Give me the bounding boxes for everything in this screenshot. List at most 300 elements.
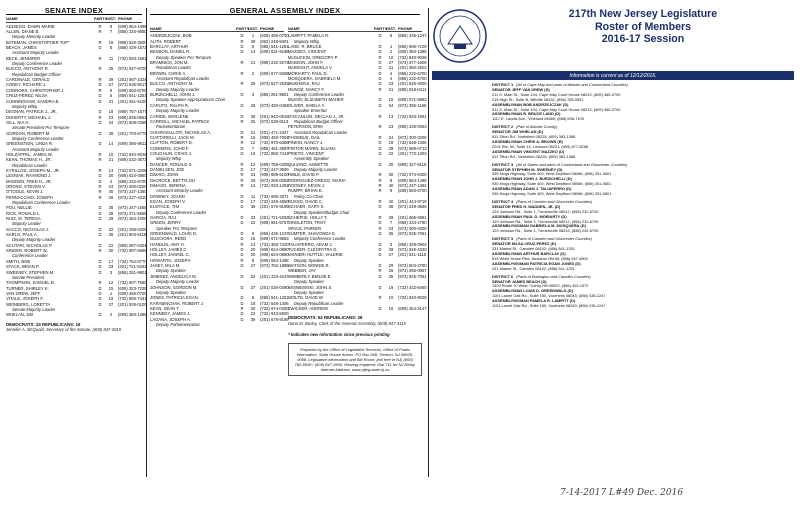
member-phone: (732) 933-1591 bbox=[398, 113, 427, 119]
member-name: WISNIEWSKI, JOHN S. bbox=[288, 284, 333, 290]
member-district: 39 bbox=[388, 215, 394, 221]
member-name: MUNOZ, NANCY F. bbox=[288, 86, 325, 92]
table-row bbox=[288, 252, 427, 258]
handwritten-note: 7-14-2017 L#49 Dec. 2016 bbox=[560, 488, 684, 498]
member-name: VITALE, JOSEPH F. bbox=[6, 296, 44, 302]
member-phone: (201) 703-6779 bbox=[118, 130, 147, 136]
member-phone: (201) 471-2347 bbox=[260, 129, 289, 135]
office-address: 211 S. Main St., Suite 104, Cape May Court House 08210; (609) 465-0700 bbox=[492, 91, 621, 97]
member-phone: (201) 804-8118 bbox=[118, 232, 147, 238]
member-party: R bbox=[378, 134, 382, 140]
member-party: R bbox=[98, 87, 102, 93]
member-party: D bbox=[240, 33, 244, 39]
member-party: D bbox=[98, 226, 102, 232]
member-district: 28 bbox=[388, 247, 394, 253]
member-phone: (732) 855-7441 bbox=[260, 150, 289, 156]
member-heading: ASSEMBLYMAN R. BRUCE LAND (D) bbox=[492, 111, 561, 117]
member-district: 22 bbox=[108, 242, 114, 248]
member-party: D bbox=[98, 301, 102, 307]
member-party: R bbox=[240, 177, 244, 183]
member-name: ANDRZEJCZAK, BOB bbox=[150, 33, 192, 39]
district-block bbox=[492, 125, 794, 159]
office-address: 935 Kings Highway, Suite 400, West Deptford 08086; (856) 251-9801 bbox=[492, 171, 612, 177]
member-name: O'TOOLE, KEVIN J. bbox=[6, 189, 44, 195]
member-district: 39 bbox=[108, 77, 114, 83]
member-title: Deputy Speaker Appropriations Chair bbox=[156, 97, 226, 103]
member-name: McKNIGHT, ANGELA V. bbox=[288, 65, 333, 71]
member-phone: (732) 943-5900 bbox=[260, 311, 289, 317]
member-district: 30 bbox=[108, 248, 114, 254]
member-title: Republican Budget Officer bbox=[12, 71, 61, 77]
member-phone: (201) 295-0200 bbox=[118, 226, 147, 232]
member-party: D bbox=[240, 204, 244, 210]
member-phone: (856) 435-1247 bbox=[260, 231, 289, 237]
office-address: 1309 Route 70 West, Cherry Hill 08002; (856) 429-1572 bbox=[492, 283, 589, 289]
member-phone: (609) 654-1498 bbox=[118, 23, 147, 29]
member-party: R bbox=[378, 295, 382, 301]
member-phone: (201) 223-4247 bbox=[260, 273, 289, 279]
member-phone: (732) 752-0770 bbox=[118, 258, 147, 264]
member-title: Deputy Speaker bbox=[156, 289, 187, 295]
member-phone: (973) 249-3665 bbox=[398, 204, 427, 210]
member-name: SINGER, ROBERT W. bbox=[6, 248, 48, 254]
member-party: D bbox=[98, 45, 102, 51]
member-title: Republican Budget Officer bbox=[294, 118, 343, 124]
member-phone: (973) 300-0200 bbox=[398, 225, 427, 231]
member-party: R bbox=[98, 151, 102, 157]
member-district: 38 bbox=[250, 204, 256, 210]
member-title: Deputy Speaker Pro Tempore bbox=[156, 54, 212, 60]
member-district: 20 bbox=[388, 161, 394, 167]
member-title: Speaker Emeritus bbox=[294, 108, 328, 114]
member-party: D bbox=[240, 166, 244, 172]
office-address: 231 Market St., Camden 08102; (856) 541-1251 bbox=[492, 246, 575, 252]
member-party: R bbox=[378, 268, 382, 274]
column-divider bbox=[428, 8, 429, 477]
member-district: 40 bbox=[388, 182, 394, 188]
member-phone: (908) 232-3673 bbox=[118, 157, 147, 163]
member-title: Majority Whip bbox=[12, 103, 38, 109]
district-counties: (Parts of Camden and Gloucester Counties) bbox=[516, 198, 592, 204]
member-title: Parliamentarian bbox=[156, 124, 186, 130]
member-party: R bbox=[98, 55, 102, 61]
header-phone: PHONE bbox=[260, 26, 275, 31]
member-name: BRAMNICK, JON M. bbox=[150, 60, 189, 66]
member-district: 24 bbox=[108, 184, 114, 189]
office-address: 935 Kings Highway, Suite 400, West Deptford 08086; (856) 251-9801 bbox=[492, 181, 612, 187]
member-phone: (973) 925-7061 bbox=[398, 231, 427, 237]
member-phone: (201) 943-0615 bbox=[260, 113, 289, 119]
member-name: THOMPSON, SAMUEL D. bbox=[6, 280, 55, 286]
member-district: 33 bbox=[250, 215, 256, 221]
member-phone: (908) 624-0880 bbox=[260, 247, 289, 253]
district-counties: (All of Cape May and parts of Atlantic and Cumberland Counties) bbox=[516, 82, 628, 87]
member-name: BENSON, DANIEL R. bbox=[150, 49, 191, 55]
member-phone: (732) 548-1406 bbox=[398, 140, 427, 146]
member-name: VAINIERI HUTTLE, VALERIE bbox=[288, 252, 343, 258]
member-party: R bbox=[240, 182, 244, 188]
member-district: 33 bbox=[388, 81, 394, 87]
member-district: 25 bbox=[250, 118, 256, 124]
member-district: 8 bbox=[109, 23, 113, 29]
member-name: ALLEN, DIANE B. bbox=[6, 29, 40, 35]
member-district: 9 bbox=[389, 188, 393, 194]
member-name: PHOEBUS, GAIL bbox=[288, 134, 321, 140]
member-party: D bbox=[240, 300, 244, 306]
member-phone: (973) 395-1166 bbox=[398, 102, 427, 108]
member-party: R bbox=[240, 134, 244, 140]
member-name: SINGLETON, TROY bbox=[288, 220, 327, 226]
member-party: R bbox=[240, 70, 244, 76]
member-title: Senate President Pro Tempore bbox=[12, 125, 70, 131]
member-party: R bbox=[98, 114, 102, 120]
member-phone: (856) 251-9801 bbox=[260, 92, 289, 98]
member-district: 23 bbox=[388, 124, 394, 130]
member-phone: (609) 571-9683 bbox=[260, 236, 289, 242]
roster-panel bbox=[432, 8, 794, 312]
member-phone: (856) 232-6700 bbox=[398, 70, 427, 76]
assembly-totals: DEMOCRATS: 52 REPUBLICANS: 28 bbox=[288, 315, 363, 321]
member-party: R bbox=[98, 189, 102, 195]
member-name: DOHERTY, MICHAEL J. bbox=[6, 114, 52, 120]
member-district: 7 bbox=[109, 29, 113, 35]
senate-secretary: Jennifer A. McQuaid, Secretary of the Senate, (609) 847-3015 bbox=[6, 326, 122, 332]
member-name: KYRILLOS, JOSEPH M., JR. bbox=[6, 167, 60, 173]
member-name: CRUZ-PEREZ, NILSA bbox=[6, 93, 48, 99]
member-district: 12 bbox=[250, 161, 256, 167]
member-name: SCHAER, GARY S. bbox=[288, 204, 325, 210]
member-party: R bbox=[378, 124, 382, 130]
member-party: D bbox=[98, 93, 102, 99]
member-name: JIMENEZ, ANGELICA M. bbox=[150, 273, 197, 279]
member-name: BATEMAN, CHRISTOPHER "KIP" bbox=[6, 39, 70, 45]
office-address: 129 Johnson Rd., Suite 1, Turnersville 08012; (856) 232-6700 bbox=[492, 218, 599, 224]
table-row bbox=[150, 204, 289, 210]
member-district: 38 bbox=[108, 130, 114, 136]
member-phone: (856) 696-7109 bbox=[398, 44, 427, 50]
member-phone: (609) 677-8266 bbox=[260, 70, 289, 76]
member-district: 20 bbox=[108, 173, 114, 179]
member-phone: (856) 435-1247 bbox=[398, 33, 427, 39]
office-address: 218 High St., Suite B, Millville 08332; (856) 765-0591 bbox=[492, 96, 584, 102]
member-phone: (732) 383-7420 bbox=[260, 241, 289, 247]
member-phone: (609) 454-3147 bbox=[398, 305, 427, 311]
member-district: 38 bbox=[250, 316, 256, 322]
member-phone: (973) 237-1360 bbox=[118, 189, 147, 195]
member-district: 37 bbox=[388, 252, 394, 258]
member-district: 33 bbox=[108, 264, 114, 270]
member-phone: (732) 974-0400 bbox=[398, 172, 427, 178]
member-name: ROONEY, KEVIN J. bbox=[288, 182, 325, 188]
member-phone: (732) 840-9028 bbox=[398, 54, 427, 60]
header-dist: DIST. bbox=[106, 16, 116, 22]
member-district: 5 bbox=[251, 295, 255, 301]
member-title: Deputy Speaker/Budget Chair bbox=[294, 209, 350, 215]
member-name: COUGHLIN, CRAIG J. bbox=[150, 150, 193, 156]
member-heading: ASSEMBLYMAN ADAM J. TALIAFERRO (D) bbox=[492, 186, 572, 192]
member-title: Deputy Speaker bbox=[156, 268, 187, 274]
member-party: R bbox=[378, 172, 382, 178]
member-district: 10 bbox=[388, 54, 394, 60]
member-phone: (201) 770-1303 bbox=[398, 150, 427, 156]
member-phone: (973) 762-1886 bbox=[260, 263, 289, 269]
member-phone: (201) 721-5263 bbox=[118, 264, 147, 270]
member-phone: (973) 371-5665 bbox=[118, 210, 147, 216]
member-phone: (732) 671-3206 bbox=[118, 167, 147, 173]
district-counties: (Parts of Burlington and Camden Counties) bbox=[516, 273, 591, 279]
member-name: RUIZ, M. TERESA bbox=[6, 216, 41, 222]
member-name: OLIVER, SHEILA Y. bbox=[288, 102, 325, 108]
member-title: Senate Majority Leader bbox=[12, 306, 56, 312]
member-title: Deputy Speaker bbox=[294, 289, 325, 295]
member-name: AUTH, ROBERT bbox=[150, 38, 182, 44]
member-party: D bbox=[378, 150, 382, 156]
member-name: GREENSTEIN, LINDA R. bbox=[6, 141, 54, 147]
member-district: 16 bbox=[250, 134, 256, 140]
member-district: 39 bbox=[250, 38, 256, 44]
member-phone: (973) 377-1606 bbox=[398, 60, 427, 66]
member-phone: (201) 360-2502 bbox=[398, 65, 427, 71]
member-district: 10 bbox=[108, 151, 114, 157]
member-party: D bbox=[98, 205, 102, 211]
member-district: 31 bbox=[108, 98, 114, 104]
member-name: BUCCO, ANTHONY M. bbox=[150, 81, 194, 87]
seal-area bbox=[432, 8, 492, 68]
member-title: Assembly Speaker bbox=[294, 156, 329, 162]
office-address: 1117 E. Landis Ave., Vineland 08360; (856) 696-7109 bbox=[492, 116, 584, 122]
member-phone: (609) 465-0700 bbox=[118, 290, 147, 296]
office-address: 231 Market St., Camden 08102; (856) 541-1251 bbox=[492, 265, 575, 271]
member-party: D bbox=[98, 264, 102, 270]
member-name: QUIJANO, ANNETTE bbox=[288, 161, 329, 167]
member-district: 17 bbox=[250, 199, 256, 204]
district-number: DISTRICT 5 bbox=[492, 236, 514, 242]
member-phone: (856) 234-2790 bbox=[398, 220, 427, 226]
member-phone: (856) 541-1251 bbox=[260, 295, 289, 301]
asterisk-note: * Indicates new information since previous printing bbox=[288, 331, 390, 337]
member-district: 23 bbox=[250, 172, 256, 178]
member-party: D bbox=[240, 113, 244, 119]
member-party: R bbox=[378, 215, 382, 221]
member-name: DEGNAN, PATRICK J., JR. bbox=[6, 109, 57, 115]
district-number: DISTRICT 6 bbox=[492, 273, 514, 279]
member-name: SCUTARI, NICHOLAS P. bbox=[6, 242, 53, 248]
member-district: 21 bbox=[250, 60, 256, 66]
member-district: 15 bbox=[250, 236, 256, 242]
ols-note-box: Prepared by the Office of Legislative Services, Office of Public Information, State House Annex, PO Box 068, Trenton, NJ 08625-0068. Legislative information and Bill Room: (toll free in NJ) (800) 792-8630 / (609) 847-3905. Hearing Impaired: Dial 711 for NJ Relay. Internet Address: www.njleg.state.nj.us bbox=[288, 343, 422, 376]
member-name: EUSTACE, TIM bbox=[150, 204, 179, 210]
member-district: 17 bbox=[250, 166, 256, 172]
senate-table-header bbox=[6, 16, 142, 22]
header-party: PARTY bbox=[94, 16, 108, 22]
member-party: R bbox=[378, 182, 382, 188]
member-phone: (732) 247-3600 bbox=[260, 166, 289, 172]
header-phone: PHONE bbox=[398, 26, 413, 31]
member-phone: (201) 530-0490 bbox=[260, 284, 289, 290]
member-name: PRIETO, VINCENT bbox=[288, 150, 325, 156]
member-district: 26 bbox=[388, 268, 394, 274]
member-district: 37 bbox=[108, 301, 114, 307]
member-district: 28 bbox=[108, 210, 114, 216]
member-name: GORDON, ROBERT M. bbox=[6, 130, 51, 136]
member-party: D bbox=[98, 296, 102, 302]
member-name: SMITH, BOB bbox=[6, 258, 31, 264]
member-party: R bbox=[98, 23, 102, 29]
member-name: MOSQUERA, GABRIELA M. bbox=[288, 76, 342, 82]
district-counties: (Part of Atlantic County) bbox=[516, 124, 558, 130]
member-name: MUKHERJI, RAJ bbox=[288, 81, 320, 87]
member-title: Majority Whip bbox=[156, 156, 182, 162]
member-district: 1 bbox=[251, 33, 255, 39]
member-phone: (973) 627-2525 bbox=[260, 81, 289, 87]
member-phone: (201) 444-9719 bbox=[398, 199, 427, 204]
member-phone: (973) 926-4320 bbox=[398, 247, 427, 253]
office-address: 1101 Laurel Oak Rd., Suite 150, Voorhees 08043; (856) 435-1247 bbox=[492, 293, 606, 299]
member-title: Republican Leader bbox=[12, 162, 48, 168]
member-phone: (973) 509-0388 bbox=[118, 119, 147, 125]
member-name: RUMPF, BRIAN E. bbox=[288, 188, 323, 194]
member-phone: (973) 589-0713 bbox=[398, 145, 427, 151]
member-district: 27 bbox=[388, 60, 394, 66]
member-party: D bbox=[378, 231, 382, 237]
member-party: D bbox=[378, 140, 382, 146]
member-district: 35 bbox=[108, 205, 114, 211]
member-phone: (609) 323-7239 bbox=[118, 285, 147, 291]
table-row bbox=[288, 305, 427, 311]
member-phone: (908) 236-0053 bbox=[398, 124, 427, 130]
assembly-rows-1 bbox=[150, 33, 289, 327]
member-district: 35 bbox=[388, 231, 394, 237]
member-district: 4 bbox=[109, 178, 113, 184]
member-district: 1 bbox=[389, 44, 393, 50]
table-row bbox=[150, 81, 289, 87]
member-party: D bbox=[240, 193, 244, 199]
member-district: 22 bbox=[250, 311, 256, 317]
member-phone: (609) 631-9198 bbox=[260, 49, 289, 55]
table-row bbox=[288, 295, 427, 301]
member-district: 23 bbox=[108, 114, 114, 120]
member-party: D bbox=[378, 305, 382, 311]
header-phone: PHONE bbox=[118, 16, 133, 22]
member-party: D bbox=[98, 216, 102, 222]
member-party: D bbox=[378, 161, 382, 167]
member-party: D bbox=[378, 241, 382, 247]
member-party: D bbox=[378, 247, 382, 253]
member-heading: SENATOR JAMES BEACH (D) bbox=[492, 278, 547, 284]
member-name: STACK, BRIAN P. bbox=[6, 264, 40, 270]
member-name: CARROLL, MICHAEL PATRICK bbox=[150, 118, 210, 124]
member-name: SACCO, NICHOLAS J. bbox=[6, 226, 50, 232]
district-number: DISTRICT 4 bbox=[492, 198, 514, 204]
member-title: Assistant Minority Leader bbox=[156, 188, 204, 194]
member-phone: (609) 465-0700 bbox=[260, 33, 289, 39]
member-name: DANIELSEN, JOE bbox=[150, 166, 185, 172]
member-phone: (908) 327-9119 bbox=[398, 161, 427, 167]
member-name: DiMAIO, JOHN bbox=[150, 172, 179, 178]
header-party: PARTY bbox=[236, 26, 250, 31]
member-party: D bbox=[378, 70, 382, 76]
member-party: D bbox=[240, 145, 244, 151]
member-name: ZWICKER, ANDREW bbox=[288, 305, 329, 311]
member-district: 18 bbox=[108, 109, 114, 115]
member-phone: (609) 758-0205 bbox=[260, 161, 289, 167]
member-phone: (609) 383-1388 bbox=[118, 312, 147, 318]
member-district: 18 bbox=[388, 140, 394, 146]
member-name: BEACH, JAMES bbox=[6, 45, 37, 51]
member-name: TURNER, SHIRLEY K. bbox=[6, 285, 49, 291]
member-title: Assistant Majority Leader bbox=[12, 50, 60, 56]
member-district: 6 bbox=[389, 33, 393, 39]
member-phone: (856) 339-0903 bbox=[398, 241, 427, 247]
header-party: PARTY bbox=[374, 26, 388, 31]
member-phone: (201) 626-4000 bbox=[398, 81, 427, 87]
member-phone: (908) 624-0880 bbox=[260, 252, 289, 258]
member-heading: SENATOR NILSA CRUZ-PEREZ (D) bbox=[492, 241, 556, 247]
member-district: 26 bbox=[108, 194, 114, 200]
member-name: EGAN, JOSEPH V. bbox=[150, 199, 186, 204]
member-party: D bbox=[240, 215, 244, 221]
member-title: Deputy Majority Leader bbox=[156, 86, 200, 92]
member-phone: (973) 227-4310 bbox=[118, 194, 147, 200]
office-address: 1101 Laurel Oak Rd., Suite 150, Voorhees 08043; (856) 435-1247 bbox=[492, 303, 606, 309]
member-phone: (732) 987-5669 bbox=[118, 248, 147, 254]
district-block bbox=[492, 200, 794, 234]
info-current-band: Information is current as of 12/12/2016. bbox=[432, 71, 794, 80]
member-district: 40 bbox=[108, 189, 114, 195]
member-phone: (973) 450-0484 bbox=[260, 102, 289, 108]
member-party: D bbox=[378, 273, 382, 279]
member-name: SARLO, PAUL A. bbox=[6, 232, 38, 238]
member-title: Deputy Speaker bbox=[294, 257, 325, 263]
member-district: 30 bbox=[388, 172, 394, 178]
member-title: Senate President bbox=[12, 274, 45, 280]
member-name: WHELAN, JIM bbox=[6, 312, 33, 318]
member-district: 3 bbox=[109, 269, 113, 275]
office-address: 515 White Horse Pike, Audubon 08106; (856) 547-4800 bbox=[492, 255, 588, 261]
member-party: D bbox=[378, 60, 382, 66]
member-party: R bbox=[240, 161, 244, 167]
member-district: 13 bbox=[108, 167, 114, 173]
member-party: D bbox=[98, 173, 102, 179]
member-party: D bbox=[378, 204, 382, 210]
member-party: D bbox=[240, 284, 244, 290]
senate-index bbox=[6, 6, 147, 332]
member-title: Deputy Majority Leader bbox=[156, 279, 200, 285]
table-row bbox=[288, 33, 427, 39]
member-phone: (973) 627-9700 bbox=[118, 66, 147, 72]
member-name: O'SCANLON, DECLAN J., JR. bbox=[288, 113, 345, 119]
assembly-col-2 bbox=[288, 26, 427, 376]
member-phone: (856) 541-1251 bbox=[260, 44, 289, 50]
senate-totals: DEMOCRATS: 24 REPUBLICANS: 16 bbox=[6, 321, 81, 327]
header-dist: DIST. bbox=[386, 26, 396, 31]
member-district: 16 bbox=[388, 305, 394, 311]
member-name: SWEENEY, STEPHEN M. bbox=[6, 269, 55, 275]
table-row bbox=[6, 66, 147, 72]
member-heading: SENATOR JIM WHELAN (D) bbox=[492, 129, 543, 135]
member-party: D bbox=[240, 252, 244, 258]
member-party: R bbox=[240, 140, 244, 146]
member-district: 30 bbox=[250, 305, 256, 311]
member-party: D bbox=[378, 49, 382, 55]
member-name: McGUCKIN, GREGORY P. bbox=[288, 54, 339, 60]
member-district: 20 bbox=[250, 247, 256, 253]
member-district: 31 bbox=[388, 65, 394, 71]
member-phone: (732) 548-1406 bbox=[260, 300, 289, 306]
member-district: 17 bbox=[108, 258, 114, 264]
member-party: D bbox=[378, 76, 382, 82]
member-district: 15 bbox=[388, 97, 394, 103]
